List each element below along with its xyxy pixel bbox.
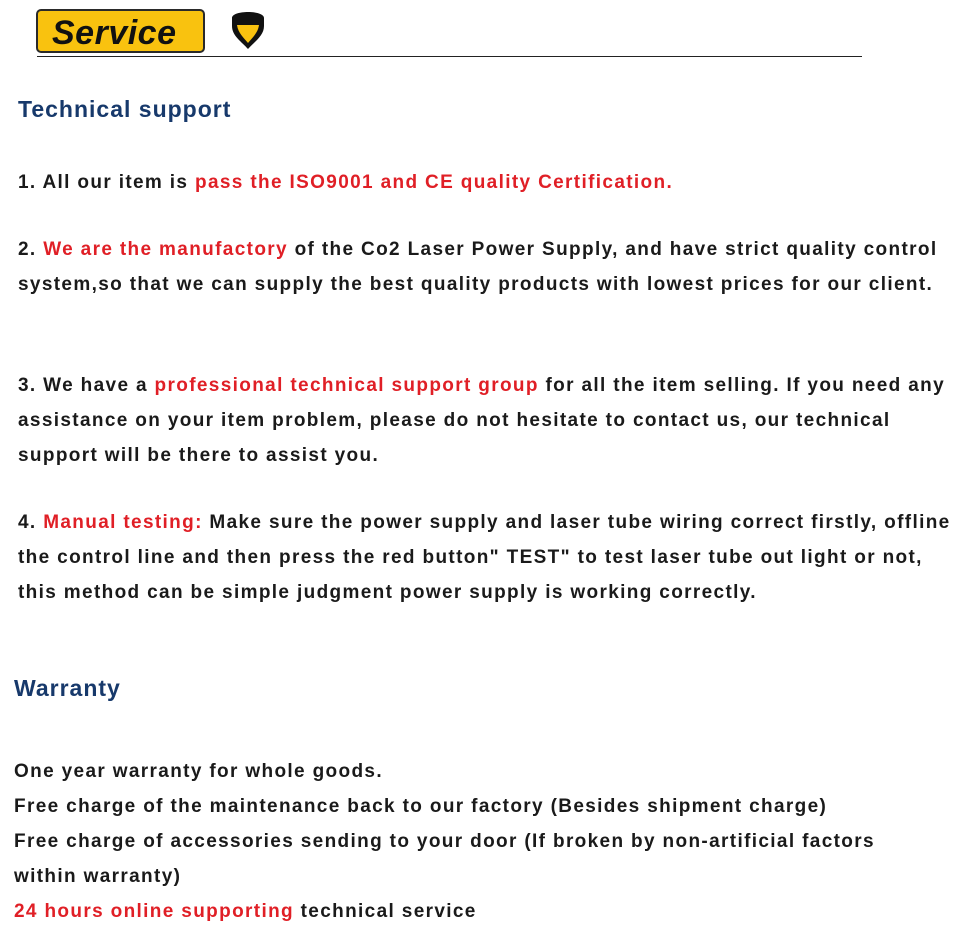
item-4-highlight: Manual testing:	[43, 512, 203, 533]
technical-item-4	[18, 505, 953, 610]
shield-pin-icon	[230, 8, 266, 50]
technical-item-3	[18, 368, 953, 473]
service-badge	[36, 9, 205, 53]
warranty-heading: Warranty	[14, 675, 121, 701]
item-1-highlight: pass the ISO9001 and CE quality Certification.	[194, 172, 674, 193]
warranty-line-4-text: technical service	[294, 901, 477, 922]
warranty-line-3a: Free charge of accessories sending to your door (If broken by non-artificial factors	[14, 831, 875, 852]
technical-item-2	[18, 232, 953, 302]
item-1-text: 1. All our item is	[18, 172, 195, 193]
warranty-line-4	[14, 894, 477, 929]
item-3-number: 3. We have a	[18, 375, 155, 396]
item-4-number: 4.	[18, 512, 44, 533]
technical-support-heading: Technical support	[18, 96, 232, 122]
technical-item-1	[18, 165, 953, 200]
header-divider	[37, 56, 862, 57]
warranty-line-2: Free charge of the maintenance back to our factory (Besides shipment charge)	[14, 796, 828, 817]
item-2-number: 2.	[18, 239, 44, 260]
item-3-highlight: professional technical support group	[154, 375, 539, 396]
item-4-text: Make sure the power supply and laser tube wiring correct firstly, offline the control line and then press the red button" TEST" to test laser tube out light or not, this method can be simple judgment power supply is working correctly.	[18, 512, 951, 603]
service-badge-label: Service	[52, 14, 177, 52]
item-3-text: for all the item selling. If you need any assistance on your item problem, please do not hesitate to contact us, our technical support will be there to assist you.	[18, 375, 946, 466]
item-2-highlight: We are the manufactory	[43, 239, 288, 260]
warranty-line-3b: within warranty)	[14, 866, 182, 887]
warranty-line-1: One year warranty for whole goods.	[14, 761, 383, 782]
warranty-line-4-highlight: 24 hours online supporting	[14, 901, 294, 922]
item-2-text: of the Co2 Laser Power Supply, and have strict quality control system,so that we can supply the best quality products with lowest prices for our client.	[18, 239, 938, 295]
